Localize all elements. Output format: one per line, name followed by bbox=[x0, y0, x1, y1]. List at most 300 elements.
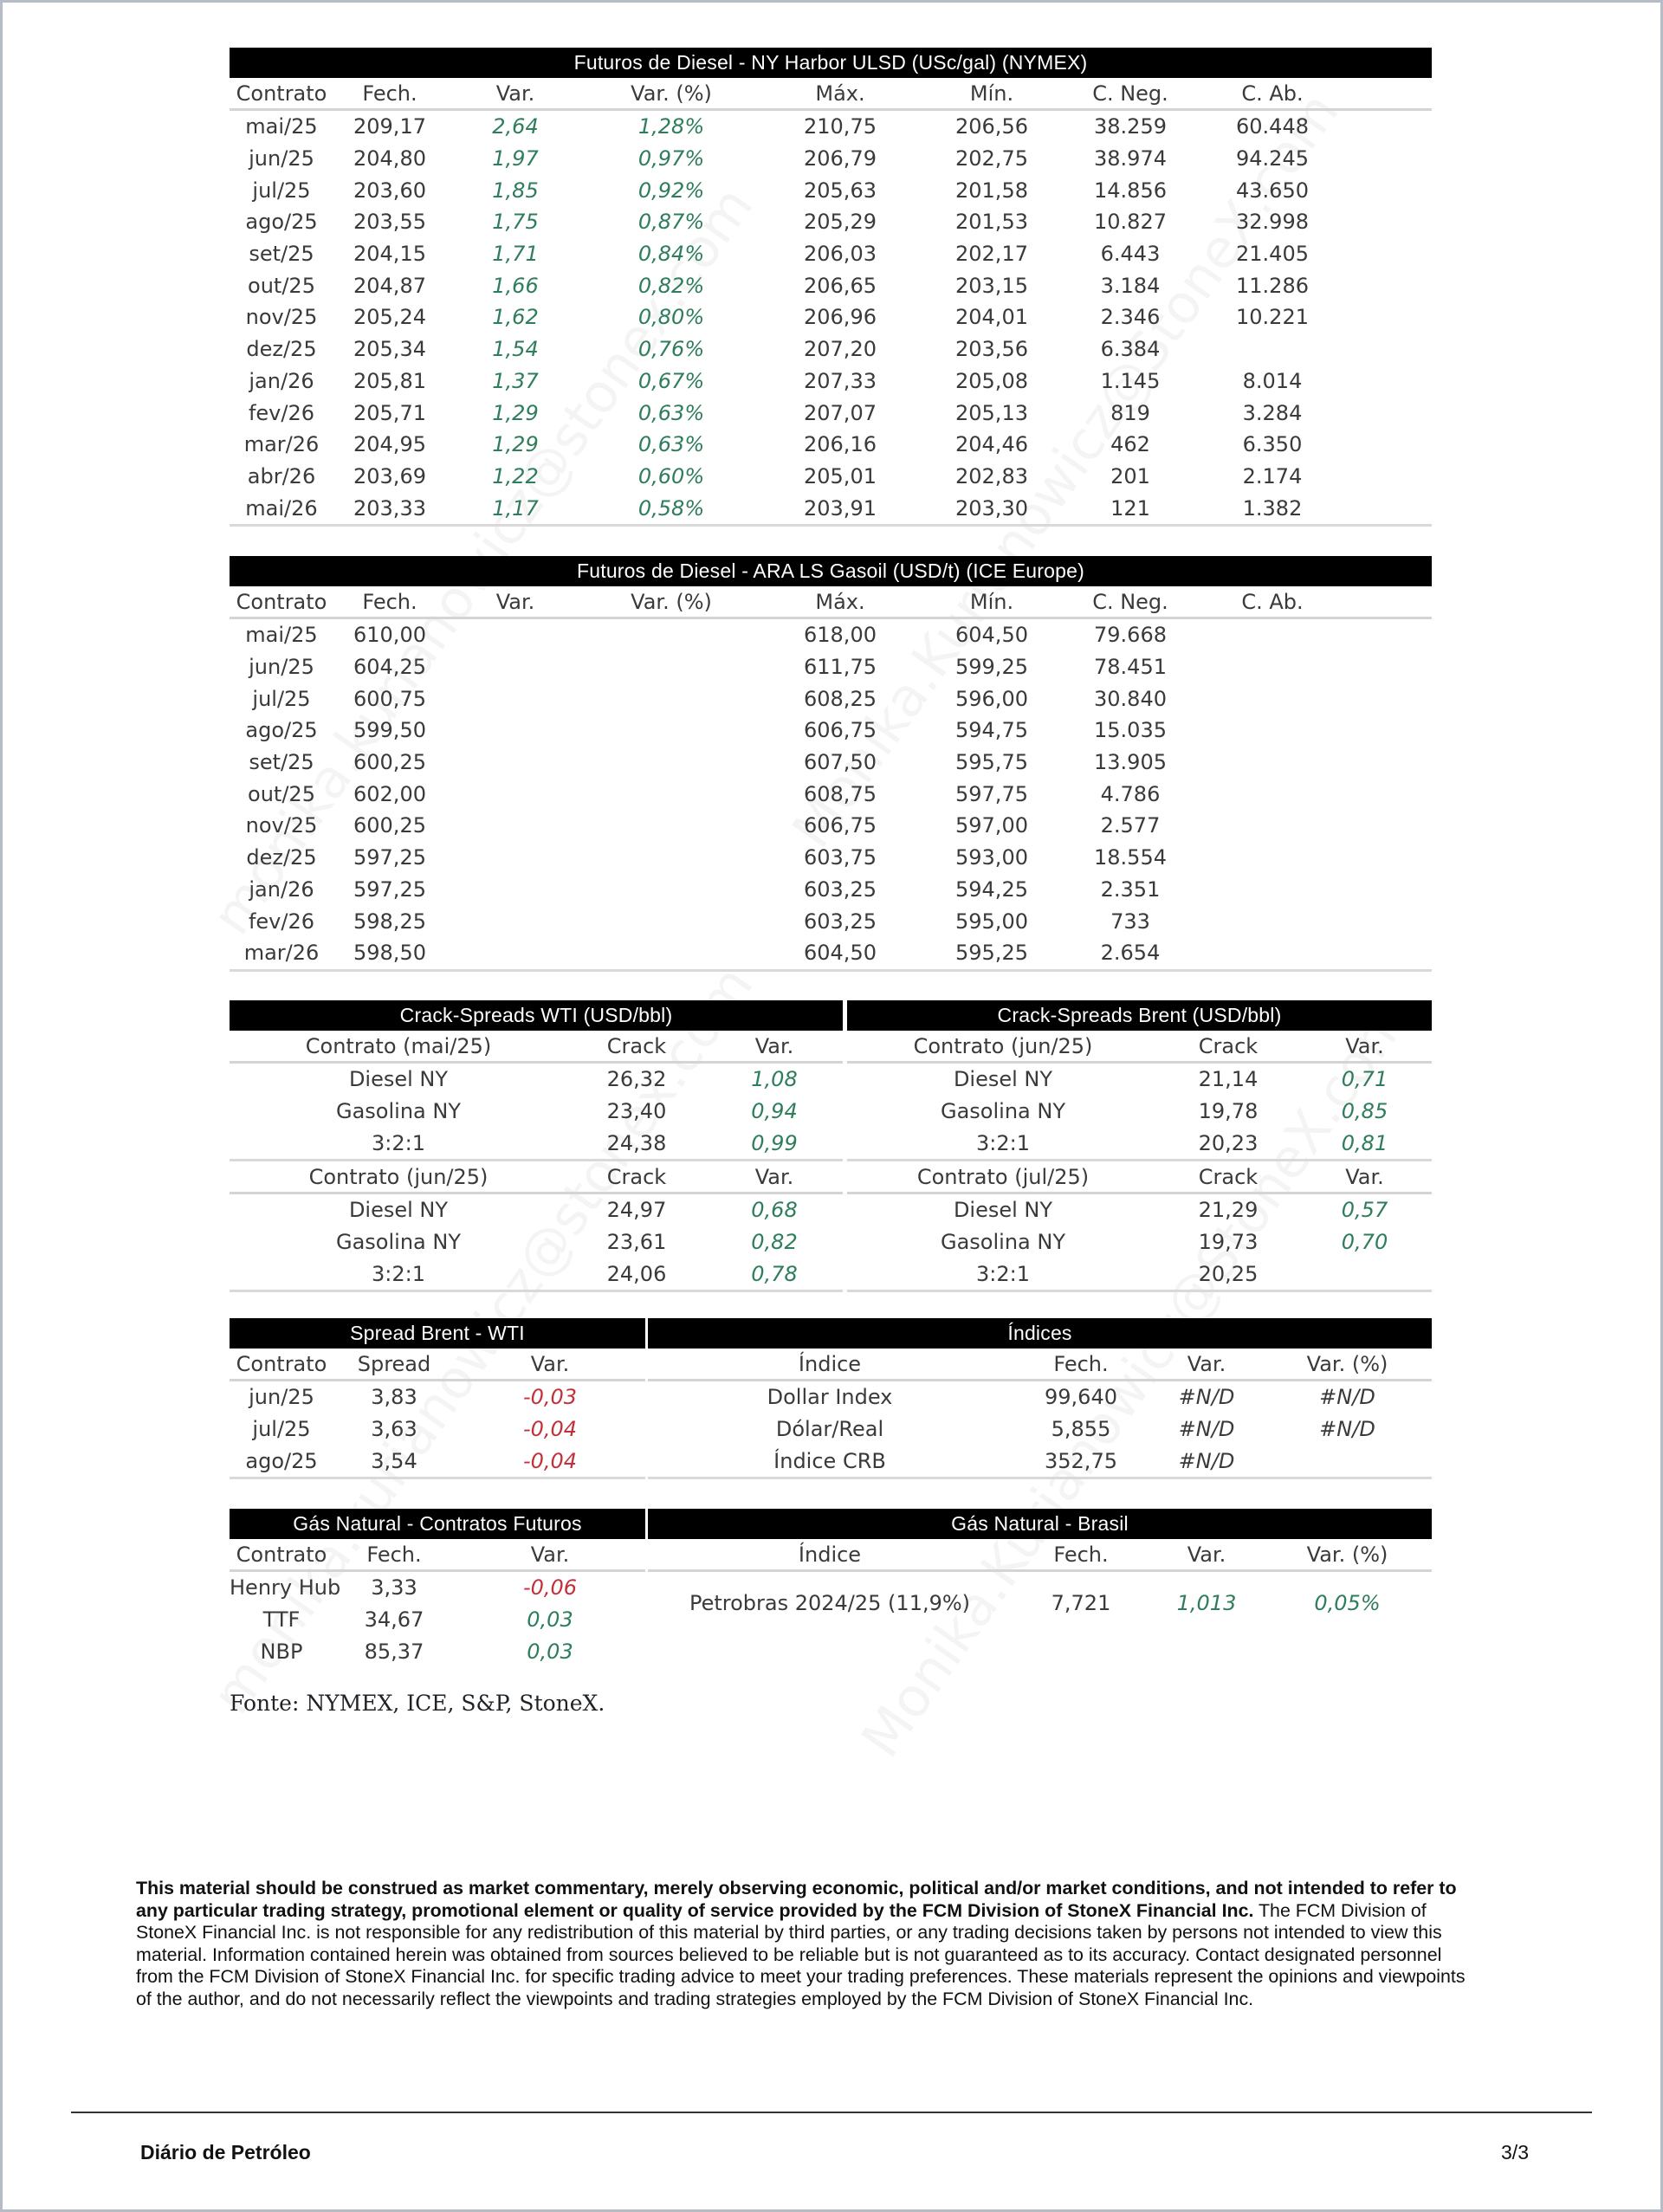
table-cell: Gasolina NY bbox=[336, 1099, 461, 1124]
table-cell: jul/25 bbox=[252, 686, 311, 711]
table-cell: 30.840 bbox=[1094, 686, 1167, 711]
table-title: Crack-Spreads WTI (USD/bbl) bbox=[230, 1000, 843, 1031]
table-body bbox=[230, 619, 1432, 972]
table-cell: 599,50 bbox=[353, 718, 426, 743]
table-cell: 0,82% bbox=[637, 273, 705, 298]
table-cell: 207,33 bbox=[804, 368, 877, 393]
table-cell: 0,05% bbox=[1314, 1591, 1381, 1616]
table-cell: 604,50 bbox=[804, 941, 877, 966]
table-row bbox=[230, 206, 1432, 238]
table-cell: Dollar Index bbox=[767, 1385, 893, 1410]
table-cell: 24,38 bbox=[606, 1130, 667, 1155]
table-row bbox=[230, 333, 1432, 365]
table-cell: 352,75 bbox=[1045, 1448, 1117, 1473]
table-row bbox=[230, 747, 1432, 779]
table-cell: 1,75 bbox=[492, 210, 539, 235]
table-cell: 3:2:1 bbox=[372, 1130, 425, 1155]
table-cell: 0,70 bbox=[1341, 1230, 1388, 1255]
table-cell: 205,71 bbox=[353, 400, 426, 425]
table-cell: 3:2:1 bbox=[372, 1261, 425, 1286]
table-cell: 604,50 bbox=[955, 623, 1028, 648]
table-cell: 594,25 bbox=[955, 876, 1028, 902]
column-header: C. Ab. bbox=[1241, 589, 1304, 614]
table-cell: 13.905 bbox=[1094, 750, 1167, 775]
table-cell: NBP bbox=[260, 1639, 303, 1664]
table-row bbox=[847, 1226, 1432, 1258]
table-row bbox=[230, 1413, 645, 1446]
column-header: Contrato (mai/25) bbox=[305, 1033, 492, 1058]
table-cell: 204,80 bbox=[353, 146, 426, 171]
disclaimer-text: The FCM Division of StoneX Financial Inc. is not responsible for any redistribution of this material by third parties, or any trading decisions taken by persons not intended to view this material. Information contained herein was obtained from sources believed to be reliable but is not guaranteed as to its accuracy. Contact designated personnel from the FCM Division of StoneX Financial Inc. for specific trading advice to meet your trading preferences. These materials represent the opinions and viewpoints of the author, and do not necessarily reflect the viewpoints and trading strategies employed by the FCM Division of StoneX Financial Inc. bbox=[136, 1899, 1466, 2009]
crack-spreads-brent-table bbox=[847, 1000, 1432, 1292]
table-cell: 24,97 bbox=[606, 1198, 667, 1223]
table-row bbox=[230, 269, 1432, 301]
table-cell: 205,01 bbox=[804, 463, 877, 488]
table-cell: 201,58 bbox=[955, 178, 1028, 203]
table-cell: 607,50 bbox=[804, 750, 877, 775]
table-body bbox=[230, 111, 1432, 527]
table-cell: 121 bbox=[1110, 495, 1150, 521]
table-cell: 608,75 bbox=[804, 781, 877, 806]
column-header: Var. (%) bbox=[631, 589, 712, 614]
table-cell: 3:2:1 bbox=[976, 1261, 1030, 1286]
table-cell: 0,97% bbox=[637, 146, 705, 171]
table-cell: 2,64 bbox=[492, 114, 539, 139]
column-header: Crack bbox=[606, 1164, 667, 1189]
table-cell: 600,25 bbox=[353, 750, 426, 775]
spread-brent-wti-table bbox=[230, 1318, 645, 1479]
table-cell: 207,20 bbox=[804, 337, 877, 362]
table-title: Crack-Spreads Brent (USD/bbl) bbox=[847, 1000, 1432, 1031]
table-cell: 26,32 bbox=[606, 1067, 667, 1092]
column-header: C. Neg. bbox=[1092, 589, 1168, 614]
table-cell: 3,33 bbox=[371, 1575, 417, 1601]
table-row bbox=[230, 1226, 843, 1258]
table-row bbox=[230, 651, 1432, 683]
table-cell: 23,61 bbox=[606, 1230, 667, 1255]
table-cell: ago/25 bbox=[245, 718, 318, 743]
table-cell: 0,03 bbox=[527, 1607, 573, 1633]
column-header-row bbox=[230, 586, 1432, 619]
table-cell: mai/26 bbox=[245, 495, 318, 521]
table-cell: 6.350 bbox=[1242, 432, 1303, 457]
table-cell: -0,04 bbox=[522, 1417, 578, 1442]
column-header: Var. bbox=[1345, 1164, 1384, 1189]
table-row bbox=[230, 1064, 843, 1096]
column-header: Var. (%) bbox=[1306, 1351, 1388, 1376]
table-cell: dez/25 bbox=[246, 845, 317, 870]
crack-spreads-wti-table bbox=[230, 1000, 843, 1292]
table-cell: 3,83 bbox=[371, 1385, 417, 1410]
table-body bbox=[230, 1381, 645, 1479]
table-row bbox=[648, 1381, 1432, 1413]
table-cell: out/25 bbox=[248, 273, 315, 298]
table-cell: Henry Hub bbox=[230, 1575, 341, 1601]
table-title: Gás Natural - Contratos Futuros bbox=[230, 1509, 645, 1539]
table-cell: 205,34 bbox=[353, 337, 426, 362]
table-cell: 203,15 bbox=[955, 273, 1028, 298]
table-cell: 602,00 bbox=[353, 781, 426, 806]
table-cell: 0,80% bbox=[637, 305, 705, 330]
table-cell: 603,25 bbox=[804, 876, 877, 902]
table-cell: 0,71 bbox=[1341, 1067, 1388, 1092]
column-header-row bbox=[230, 1349, 645, 1381]
table-row bbox=[847, 1096, 1432, 1128]
column-header-row bbox=[230, 1539, 645, 1572]
table-cell: 34,67 bbox=[364, 1607, 424, 1633]
table-cell: 3,54 bbox=[371, 1448, 417, 1473]
table-cell: 0,85 bbox=[1341, 1099, 1388, 1124]
table-cell: 202,75 bbox=[955, 146, 1028, 171]
column-header: Var. bbox=[495, 81, 535, 106]
table-cell: 6.443 bbox=[1100, 242, 1161, 267]
table-cell: 43.650 bbox=[1236, 178, 1309, 203]
column-header-row bbox=[230, 1161, 843, 1194]
table-cell: 21,14 bbox=[1198, 1067, 1259, 1092]
column-header: Mín. bbox=[969, 589, 1014, 614]
disclaimer bbox=[136, 1878, 1470, 2011]
table-cell: mai/25 bbox=[245, 114, 318, 139]
table-body bbox=[847, 1064, 1432, 1161]
table-title: Gás Natural - Brasil bbox=[648, 1509, 1432, 1539]
table-row bbox=[230, 842, 1432, 874]
table-cell: jun/25 bbox=[249, 146, 314, 171]
indices-table bbox=[648, 1318, 1432, 1479]
table-row bbox=[230, 365, 1432, 398]
table-title: Futuros de Diesel - ARA LS Gasoil (USD/t) (ICE Europe) bbox=[230, 556, 1432, 586]
column-header-row bbox=[847, 1031, 1432, 1064]
table-cell: 204,15 bbox=[353, 242, 426, 267]
table-cell: 205,08 bbox=[955, 368, 1028, 393]
table-cell: 10.221 bbox=[1236, 305, 1309, 330]
table-cell: 0,87% bbox=[637, 210, 705, 235]
table-cell: 20,23 bbox=[1198, 1130, 1259, 1155]
table-cell: 201 bbox=[1110, 463, 1150, 488]
table-cell: 3.184 bbox=[1100, 273, 1161, 298]
table-cell: 11.286 bbox=[1236, 273, 1309, 298]
footer-divider bbox=[71, 2112, 1592, 2113]
table-cell: 0,81 bbox=[1341, 1130, 1388, 1155]
table-cell: 203,55 bbox=[353, 210, 426, 235]
table-cell: 0,63% bbox=[637, 400, 705, 425]
table-cell: 0,82 bbox=[751, 1230, 798, 1255]
table-cell: 2.654 bbox=[1100, 941, 1161, 966]
table-cell: 600,25 bbox=[353, 813, 426, 838]
table-cell: 202,83 bbox=[955, 463, 1028, 488]
table-cell: Gasolina NY bbox=[941, 1230, 1065, 1255]
table-cell: 0,94 bbox=[751, 1099, 798, 1124]
table-cell: nov/25 bbox=[245, 305, 318, 330]
table-cell: 603,75 bbox=[804, 845, 877, 870]
table-cell: 206,03 bbox=[804, 242, 877, 267]
column-header: Contrato bbox=[236, 81, 327, 106]
column-header: Var. bbox=[530, 1542, 570, 1567]
table-cell: 611,75 bbox=[804, 655, 877, 680]
table-cell: 0,68 bbox=[751, 1198, 798, 1223]
table-cell: 0,76% bbox=[637, 337, 705, 362]
table-cell: mai/25 bbox=[245, 623, 318, 648]
table-cell: jan/26 bbox=[249, 368, 314, 393]
column-header: Fech. bbox=[362, 81, 417, 106]
column-header: Contrato bbox=[236, 1351, 327, 1376]
table-cell: 203,69 bbox=[353, 463, 426, 488]
table-row bbox=[230, 1572, 645, 1604]
table-row bbox=[230, 905, 1432, 937]
column-header: Contrato bbox=[236, 589, 327, 614]
table-row bbox=[230, 778, 1432, 810]
table-cell: 593,00 bbox=[955, 845, 1028, 870]
table-row bbox=[847, 1194, 1432, 1226]
table-cell: 597,25 bbox=[353, 876, 426, 902]
footer-title: Diário de Petróleo bbox=[140, 2141, 311, 2163]
table-row bbox=[648, 1588, 1432, 1620]
table-cell: 60.448 bbox=[1236, 114, 1309, 139]
table-row bbox=[230, 1604, 645, 1636]
table-cell: 599,25 bbox=[955, 655, 1028, 680]
table-cell: 595,25 bbox=[955, 941, 1028, 966]
table-cell: 603,25 bbox=[804, 909, 877, 934]
table-cell: 606,75 bbox=[804, 718, 877, 743]
table-cell: 19,78 bbox=[1198, 1099, 1259, 1124]
table-cell: 3:2:1 bbox=[976, 1130, 1030, 1155]
table-row bbox=[230, 682, 1432, 715]
table-row bbox=[230, 1127, 843, 1159]
table-body bbox=[230, 1031, 843, 1292]
table-cell: 38.974 bbox=[1094, 146, 1167, 171]
table-cell: Gasolina NY bbox=[336, 1230, 461, 1255]
table-cell: 78.451 bbox=[1094, 655, 1167, 680]
table-cell: 1,22 bbox=[492, 463, 539, 488]
table-row bbox=[648, 1413, 1432, 1446]
table-cell: 733 bbox=[1110, 909, 1150, 934]
table-cell: 0,92% bbox=[637, 178, 705, 203]
table-cell: 610,00 bbox=[353, 623, 426, 648]
column-header-row bbox=[847, 1161, 1432, 1194]
table-cell: nov/25 bbox=[245, 813, 318, 838]
table-cell: 7,721 bbox=[1051, 1591, 1111, 1616]
table-row bbox=[230, 111, 1432, 143]
table-cell: #N/D bbox=[1319, 1417, 1375, 1442]
column-header: Var. (%) bbox=[631, 81, 712, 106]
table-cell: 1,54 bbox=[492, 337, 539, 362]
diesel-ny-harbor-table bbox=[230, 48, 1432, 527]
table-cell: 85,37 bbox=[364, 1639, 424, 1664]
table-cell: 0,67% bbox=[637, 368, 705, 393]
table-cell: 0,03 bbox=[527, 1639, 573, 1664]
column-header: Contrato (jun/25) bbox=[913, 1033, 1093, 1058]
table-cell: 0,78 bbox=[751, 1261, 798, 1286]
table-cell: 4.786 bbox=[1100, 781, 1161, 806]
table-row bbox=[230, 715, 1432, 747]
table-cell: 205,81 bbox=[353, 368, 426, 393]
table-cell: 206,56 bbox=[955, 114, 1028, 139]
table-cell: 1,29 bbox=[492, 432, 539, 457]
table-cell: 608,25 bbox=[804, 686, 877, 711]
table-cell: 0,58% bbox=[637, 495, 705, 521]
column-header: Var. (%) bbox=[1306, 1542, 1388, 1567]
table-cell: 204,95 bbox=[353, 432, 426, 457]
table-cell: 205,13 bbox=[955, 400, 1028, 425]
table-cell: 207,07 bbox=[804, 400, 877, 425]
column-header: Fech. bbox=[366, 1542, 422, 1567]
table-cell: -0,04 bbox=[522, 1448, 578, 1473]
table-cell: Diesel NY bbox=[348, 1198, 449, 1223]
column-header: Fech. bbox=[1053, 1351, 1109, 1376]
table-cell: 5,855 bbox=[1051, 1417, 1111, 1442]
table-cell: 594,75 bbox=[955, 718, 1028, 743]
table-cell: jul/25 bbox=[252, 1417, 311, 1442]
table-cell: 2.351 bbox=[1100, 876, 1161, 902]
table-cell: 203,33 bbox=[353, 495, 426, 521]
table-cell: 202,17 bbox=[955, 242, 1028, 267]
column-header: C. Neg. bbox=[1092, 81, 1168, 106]
table-cell: 596,00 bbox=[955, 686, 1028, 711]
column-header-row bbox=[648, 1539, 1432, 1572]
table-cell: -0,03 bbox=[522, 1385, 578, 1410]
table-cell: 204,01 bbox=[955, 305, 1028, 330]
table-cell: 595,75 bbox=[955, 750, 1028, 775]
table-cell: jun/25 bbox=[249, 655, 314, 680]
table-cell: 18.554 bbox=[1094, 845, 1167, 870]
table-row bbox=[230, 174, 1432, 206]
column-header: Crack bbox=[1198, 1164, 1259, 1189]
column-header-row bbox=[230, 1031, 843, 1064]
column-header: Var. bbox=[1187, 1542, 1226, 1567]
table-cell: 210,75 bbox=[804, 114, 877, 139]
page-number: 3/3 bbox=[1501, 2141, 1529, 2163]
table-cell: TTF bbox=[262, 1607, 301, 1633]
table-cell: #N/D bbox=[1319, 1385, 1375, 1410]
table-title: Spread Brent - WTI bbox=[230, 1318, 645, 1349]
table-cell: 20,25 bbox=[1198, 1261, 1259, 1286]
table-cell: 0,60% bbox=[637, 463, 705, 488]
table-row bbox=[230, 1258, 843, 1290]
table-cell: mar/26 bbox=[243, 941, 320, 966]
table-title: Futuros de Diesel - NY Harbor ULSD (USc/gal) (NYMEX) bbox=[230, 48, 1432, 78]
table-cell: ago/25 bbox=[245, 1448, 318, 1473]
table-row bbox=[230, 1096, 843, 1128]
table-row bbox=[230, 1194, 843, 1226]
table-row bbox=[230, 1381, 645, 1413]
table-row bbox=[230, 1445, 645, 1477]
table-cell: 205,24 bbox=[353, 305, 426, 330]
table-cell: 8.014 bbox=[1242, 368, 1303, 393]
table-cell: 1,37 bbox=[492, 368, 539, 393]
table-cell: -0,06 bbox=[522, 1575, 578, 1601]
table-cell: 598,25 bbox=[353, 909, 426, 934]
table-cell: 205,63 bbox=[804, 178, 877, 203]
table-body bbox=[648, 1381, 1432, 1479]
table-cell: 1,17 bbox=[492, 495, 539, 521]
table-row bbox=[847, 1127, 1432, 1159]
table-cell: Dólar/Real bbox=[775, 1417, 884, 1442]
column-header: Máx. bbox=[815, 81, 865, 106]
table-row bbox=[230, 238, 1432, 270]
table-cell: abr/26 bbox=[247, 463, 316, 488]
table-cell: 3.284 bbox=[1242, 400, 1303, 425]
table-cell: 819 bbox=[1110, 400, 1150, 425]
table-cell: 15.035 bbox=[1094, 718, 1167, 743]
table-cell: 1,29 bbox=[492, 400, 539, 425]
table-cell: 1.145 bbox=[1100, 368, 1161, 393]
column-header: Mín. bbox=[969, 81, 1014, 106]
table-cell: 203,91 bbox=[804, 495, 877, 521]
column-header-row bbox=[230, 78, 1432, 111]
table-row bbox=[847, 1258, 1432, 1290]
table-cell: 597,00 bbox=[955, 813, 1028, 838]
disclaimer-bold: This material should be construed as market commentary, merely observing economic, political and/or market conditions, and not intended to refer to any particular trading strategy, promotional element or quality of service provided by the FCM Division of StoneX Financial Inc. bbox=[136, 1878, 1457, 1921]
table-cell: 24,06 bbox=[606, 1261, 667, 1286]
table-cell: 14.856 bbox=[1094, 178, 1167, 203]
column-header: Fech. bbox=[362, 589, 417, 614]
column-header: Var. bbox=[1187, 1351, 1226, 1376]
table-cell: 21,29 bbox=[1198, 1198, 1259, 1223]
table-cell: 1,97 bbox=[492, 146, 539, 171]
table-cell: 600,75 bbox=[353, 686, 426, 711]
diesel-ara-gasoil-table bbox=[230, 556, 1432, 972]
table-cell: #N/D bbox=[1178, 1385, 1235, 1410]
table-cell: #N/D bbox=[1178, 1417, 1235, 1442]
table-body bbox=[648, 1572, 1432, 1620]
table-cell: 0,63% bbox=[637, 432, 705, 457]
table-cell: Diesel NY bbox=[348, 1067, 449, 1092]
table-cell: 203,56 bbox=[955, 337, 1028, 362]
table-cell: 99,640 bbox=[1045, 1385, 1117, 1410]
table-cell: 2.174 bbox=[1242, 463, 1303, 488]
table-cell: fev/26 bbox=[248, 400, 315, 425]
table-cell: 94.245 bbox=[1236, 146, 1309, 171]
table-row bbox=[230, 397, 1432, 429]
table-cell: 23,40 bbox=[606, 1099, 667, 1124]
column-header: Crack bbox=[1198, 1033, 1259, 1058]
table-body bbox=[230, 1194, 843, 1292]
column-header: Var. bbox=[495, 589, 535, 614]
table-body bbox=[847, 1031, 1432, 1292]
table-cell: 1,28% bbox=[637, 114, 705, 139]
table-cell: Gasolina NY bbox=[941, 1099, 1065, 1124]
table-cell: 206,79 bbox=[804, 146, 877, 171]
table-body bbox=[230, 1064, 843, 1161]
column-header-row bbox=[648, 1349, 1432, 1381]
table-cell: 1,62 bbox=[492, 305, 539, 330]
column-header: Contrato (jul/25) bbox=[916, 1164, 1090, 1189]
table-cell: 598,50 bbox=[353, 941, 426, 966]
column-header: Índice bbox=[798, 1351, 862, 1376]
table-cell: Diesel NY bbox=[953, 1067, 1053, 1092]
table-cell: 206,65 bbox=[804, 273, 877, 298]
column-header: Contrato bbox=[236, 1542, 327, 1567]
table-title: Índices bbox=[648, 1318, 1432, 1349]
table-cell: 1.382 bbox=[1242, 495, 1303, 521]
table-cell: 0,57 bbox=[1341, 1198, 1388, 1223]
column-header: Spread bbox=[357, 1351, 431, 1376]
table-cell: fev/26 bbox=[248, 909, 315, 934]
table-cell: 1,71 bbox=[492, 242, 539, 267]
gas-natural-brasil-table bbox=[648, 1509, 1432, 1620]
table-row bbox=[230, 143, 1432, 175]
table-cell: jun/25 bbox=[249, 1385, 314, 1410]
table-cell: jan/26 bbox=[249, 876, 314, 902]
table-cell: 203,30 bbox=[955, 495, 1028, 521]
table-cell: 206,16 bbox=[804, 432, 877, 457]
table-cell: Diesel NY bbox=[953, 1198, 1053, 1223]
table-cell: 3,63 bbox=[371, 1417, 417, 1442]
table-row bbox=[230, 301, 1432, 333]
table-cell: 38.259 bbox=[1094, 114, 1167, 139]
table-cell: 2.577 bbox=[1100, 813, 1161, 838]
table-row bbox=[230, 429, 1432, 461]
column-header: Fech. bbox=[1053, 1542, 1109, 1567]
